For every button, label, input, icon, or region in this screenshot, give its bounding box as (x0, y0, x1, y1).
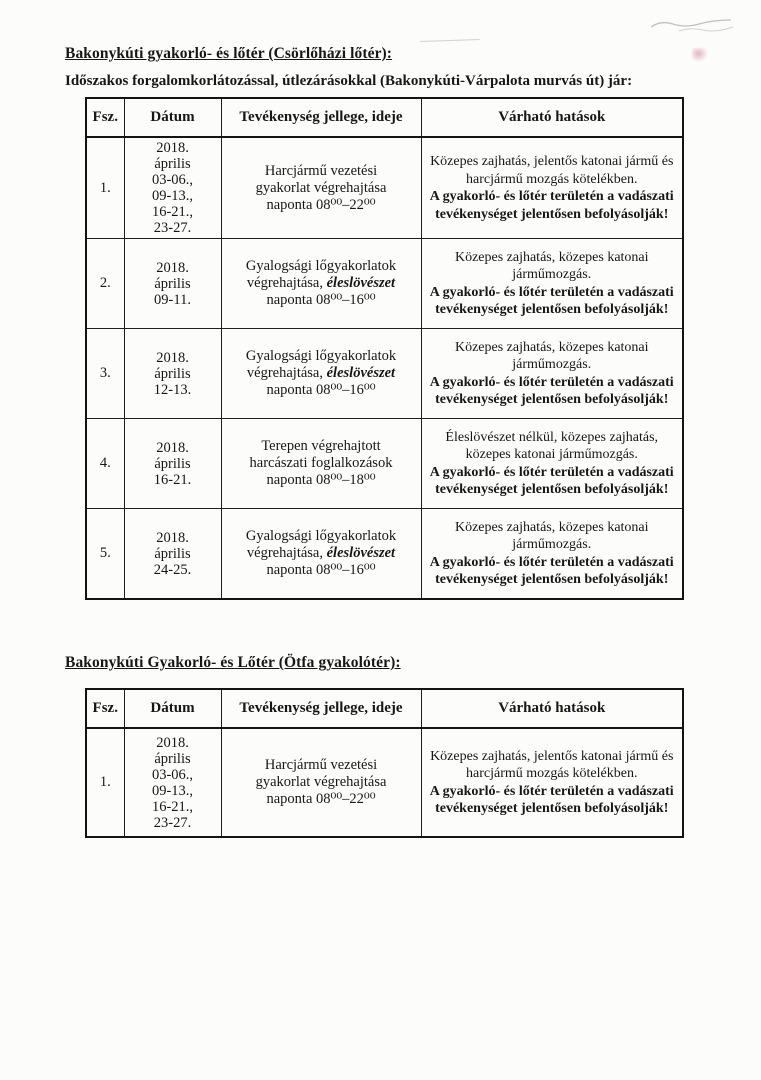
hunting-warning: A gyakorló- és lőtér területén a vadászati tevékenységet jelentősen befolyásolják! (429, 189, 674, 222)
table-row (86, 137, 683, 239)
activity-cell: Terepen végrehajtott harcászati foglalkozások naponta 08⁰⁰–18⁰⁰ (221, 419, 421, 509)
hunting-warning: A gyakorló- és lőtér területén a vadászati tevékenységet jelentősen befolyásolják! (429, 284, 674, 317)
activity-cell: Harcjármű vezetési gyakorlat végrehajtása naponta 08⁰⁰–22⁰⁰ (221, 728, 421, 837)
column-header-activity: Tevékenység jellege, ideje (221, 98, 421, 137)
activity-time: naponta 08⁰⁰–22⁰⁰ (266, 791, 376, 807)
column-header-effects: Várható hatások (421, 98, 683, 137)
fsz-cell: 1. (86, 137, 124, 239)
activity-time: naponta 08⁰⁰–16⁰⁰ (266, 292, 376, 308)
section2-title: Bakonykúti Gyakorló- és Lőtér (Ötfa gyakolótér): (65, 654, 401, 671)
scan-smudge-artifact (692, 48, 708, 62)
table-row (86, 239, 683, 329)
column-header-date: Dátum (124, 689, 221, 728)
table-row (86, 419, 683, 509)
date-cell: 2018. április 03-06., 09-13., 16-21., 23-27. (124, 728, 221, 837)
effects-cell: Közepes zajhatás, közepes katonai járműmozgás. A gyakorló- és lőtér területén a vadászati tevékenységet jelentősen befolyásolják! (421, 329, 683, 419)
date-cell: 2018. április 16-21. (124, 419, 221, 509)
live-fire-emphasis: éleslövészet (326, 275, 396, 291)
hunting-warning: A gyakorló- és lőtér területén a vadászati tevékenységet jelentősen befolyásolják! (429, 464, 674, 497)
column-header-date: Dátum (124, 98, 221, 137)
hunting-warning: A gyakorló- és lőtér területén a vadászati tevékenységet jelentősen befolyásolják! (429, 374, 674, 407)
fsz-cell: 3. (86, 329, 124, 419)
effects-cell: Közepes zajhatás, közepes katonai járműmozgás. A gyakorló- és lőtér területén a vadászati tevékenységet jelentősen befolyásolják! (421, 239, 683, 329)
scan-scribble-artifact (645, 12, 740, 38)
column-header-fsz: Fsz. (86, 98, 124, 137)
live-fire-emphasis: éleslövészet (326, 365, 396, 381)
date-cell: 2018. április 09-11. (124, 239, 221, 329)
effects-cell: Közepes zajhatás, jelentős katonai jármű és harcjármű mozgás kötelékben. A gyakorló- és lőtér területén a vadászati tevékenységet jelentősen befolyásolják! (421, 728, 683, 837)
date-cell: 2018. április 03-06., 09-13., 16-21., 23-27. (124, 137, 221, 239)
table-row (86, 728, 683, 837)
activity-time: naponta 08⁰⁰–18⁰⁰ (266, 472, 376, 488)
date-cell: 2018. április 24-25. (124, 509, 221, 600)
effects-cell: Közepes zajhatás, jelentős katonai jármű és harcjármű mozgás kötelékben. A gyakorló- és lőtér területén a vadászati tevékenységet jelentősen befolyásolják! (421, 137, 683, 239)
activity-cell: Gyalogsági lőgyakorlatok végrehajtása, éleslövészet naponta 08⁰⁰–16⁰⁰ (221, 329, 421, 419)
column-header-activity: Tevékenység jellege, ideje (221, 689, 421, 728)
activity-time: naponta 08⁰⁰–22⁰⁰ (266, 196, 376, 213)
activity-time: naponta 08⁰⁰–16⁰⁰ (266, 562, 376, 578)
table-header-row (86, 689, 683, 728)
scan-mark-artifact (420, 39, 480, 52)
activity-time: naponta 08⁰⁰–16⁰⁰ (266, 382, 376, 398)
schedule-table-csorlohazi (85, 97, 684, 600)
section1-title: Bakonykúti gyakorló- és lőtér (Csörlőházi lőtér): (65, 45, 393, 62)
column-header-fsz: Fsz. (86, 689, 124, 728)
fsz-cell: 5. (86, 509, 124, 600)
activity-cell: Harcjármű vezetési gyakorlat végrehajtása naponta 08⁰⁰–22⁰⁰ (221, 137, 421, 239)
fsz-cell: 1. (86, 728, 124, 837)
activity-cell: Gyalogsági lőgyakorlatok végrehajtása, éleslövészet naponta 08⁰⁰–16⁰⁰ (221, 239, 421, 329)
hunting-warning: A gyakorló- és lőtér területén a vadászati tevékenységet jelentősen befolyásolják! (429, 783, 674, 816)
section1-subtitle: Időszakos forgalomkorlátozással, útlezárásokkal (Bakonykúti-Várpalota murvás út) jár: (65, 73, 633, 89)
table-header-row (86, 98, 683, 137)
table-row (86, 329, 683, 419)
activity-cell: Gyalogsági lőgyakorlatok végrehajtása, éleslövészet naponta 08⁰⁰–16⁰⁰ (221, 509, 421, 600)
schedule-table-otfa (85, 688, 684, 838)
fsz-cell: 4. (86, 419, 124, 509)
table-row (86, 509, 683, 600)
effects-cell: Közepes zajhatás, közepes katonai járműmozgás. A gyakorló- és lőtér területén a vadászati tevékenységet jelentősen befolyásolják! (421, 509, 683, 600)
fsz-cell: 2. (86, 239, 124, 329)
date-cell: 2018. április 12-13. (124, 329, 221, 419)
column-header-effects: Várható hatások (421, 689, 683, 728)
effects-cell: Éleslövészet nélkül, közepes zajhatás, közepes katonai járműmozgás. A gyakorló- és lőtér területén a vadászati tevékenységet jelentősen befolyásolják! (421, 419, 683, 509)
live-fire-emphasis: éleslövészet (326, 545, 396, 561)
hunting-warning: A gyakorló- és lőtér területén a vadászati tevékenységet jelentősen befolyásolják! (429, 554, 674, 587)
